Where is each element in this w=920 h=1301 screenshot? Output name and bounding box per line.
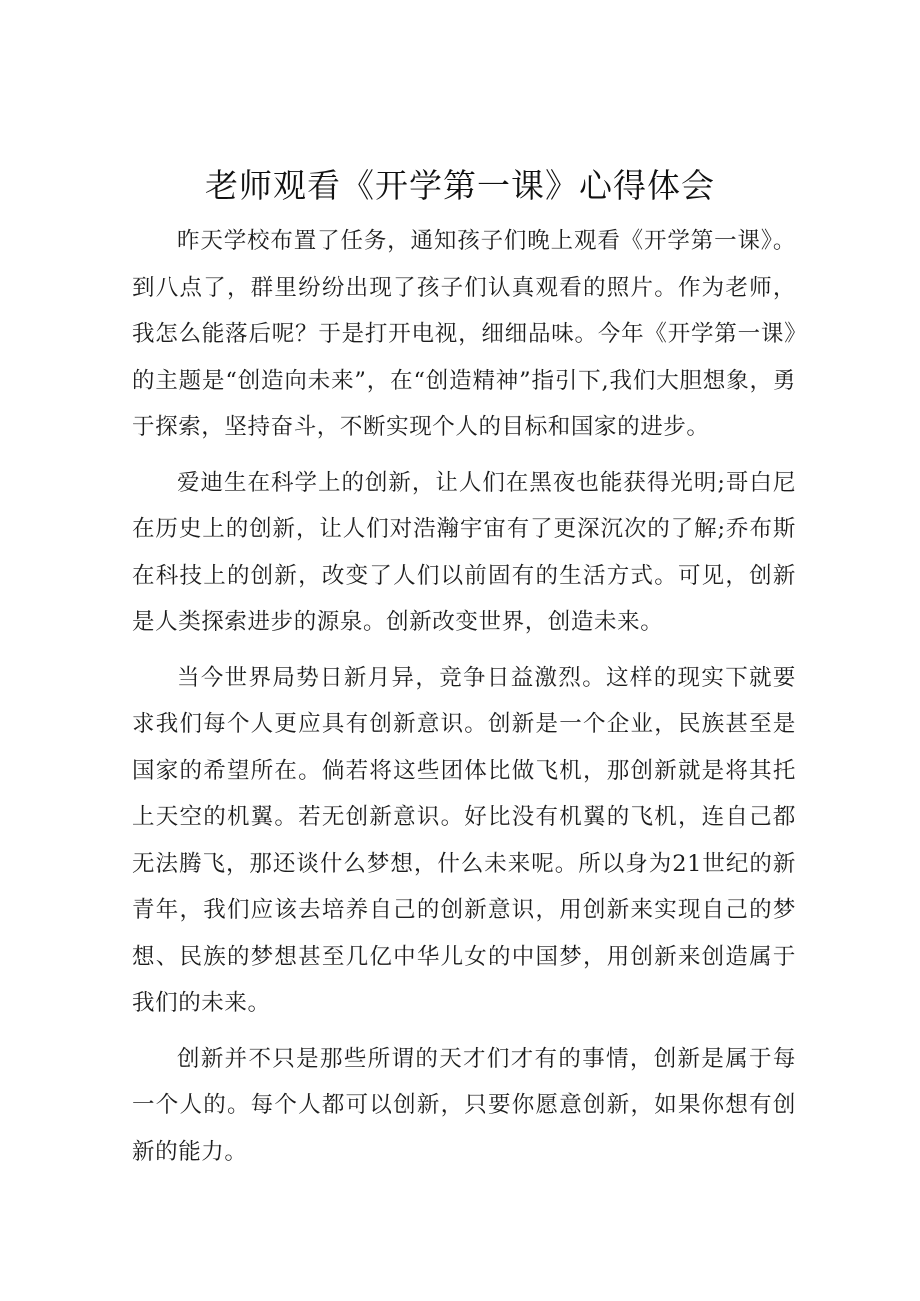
paragraph: 爱迪生在科学上的创新，让人们在黑夜也能获得光明;哥白尼在历史上的创新，让人们对浩瀚宇宙有了更深沉次的了解;乔布斯在科技上的创新，改变了人们以前固有的生活方式。可见，创新是人类探索进步的源泉。创新改变世界，创造未来。 <box>132 469 796 635</box>
paragraph: 创新并不只是那些所谓的天才们才有的事情，创新是属于每一个人的。每个人都可以创新，只要你愿意创新，如果你想有创新的能力。 <box>132 1045 796 1165</box>
document-title: 老师观看《开学第一课》心得体会 <box>205 166 715 205</box>
paragraph: 当今世界局势日新月异，竞争日益激烈。这样的现实下就要求我们每个人更应具有创新意识。创新是一个企业，民族甚至是国家的希望所在。倘若将这些团体比做飞机，那创新就是将其托上天空的机翼。若无创新意识。好比没有机翼的飞机，连自己都无法腾飞，那还谈什么梦想，什么未来呢。所以身为21世纪的新青年，我们应该去培养自己的创新意识，用创新来实现自己的梦想、民族的梦想甚至几亿中华儿女的中国梦，用创新来创造属于我们的未来。 <box>132 664 796 1016</box>
document-body <box>132 218 796 1184</box>
paragraph: 昨天学校布置了任务，通知孩子们晚上观看《开学第一课》。到八点了，群里纷纷出现了孩子们认真观看的照片。作为老师，我怎么能落后呢？于是打开电视，细细品味。今年《开学第一课》的主题是“创造向未来”，在“创造精神”指引下,我们大胆想象，勇于探索，坚持奋斗，不断实现个人的目标和国家的进步。 <box>132 228 796 440</box>
